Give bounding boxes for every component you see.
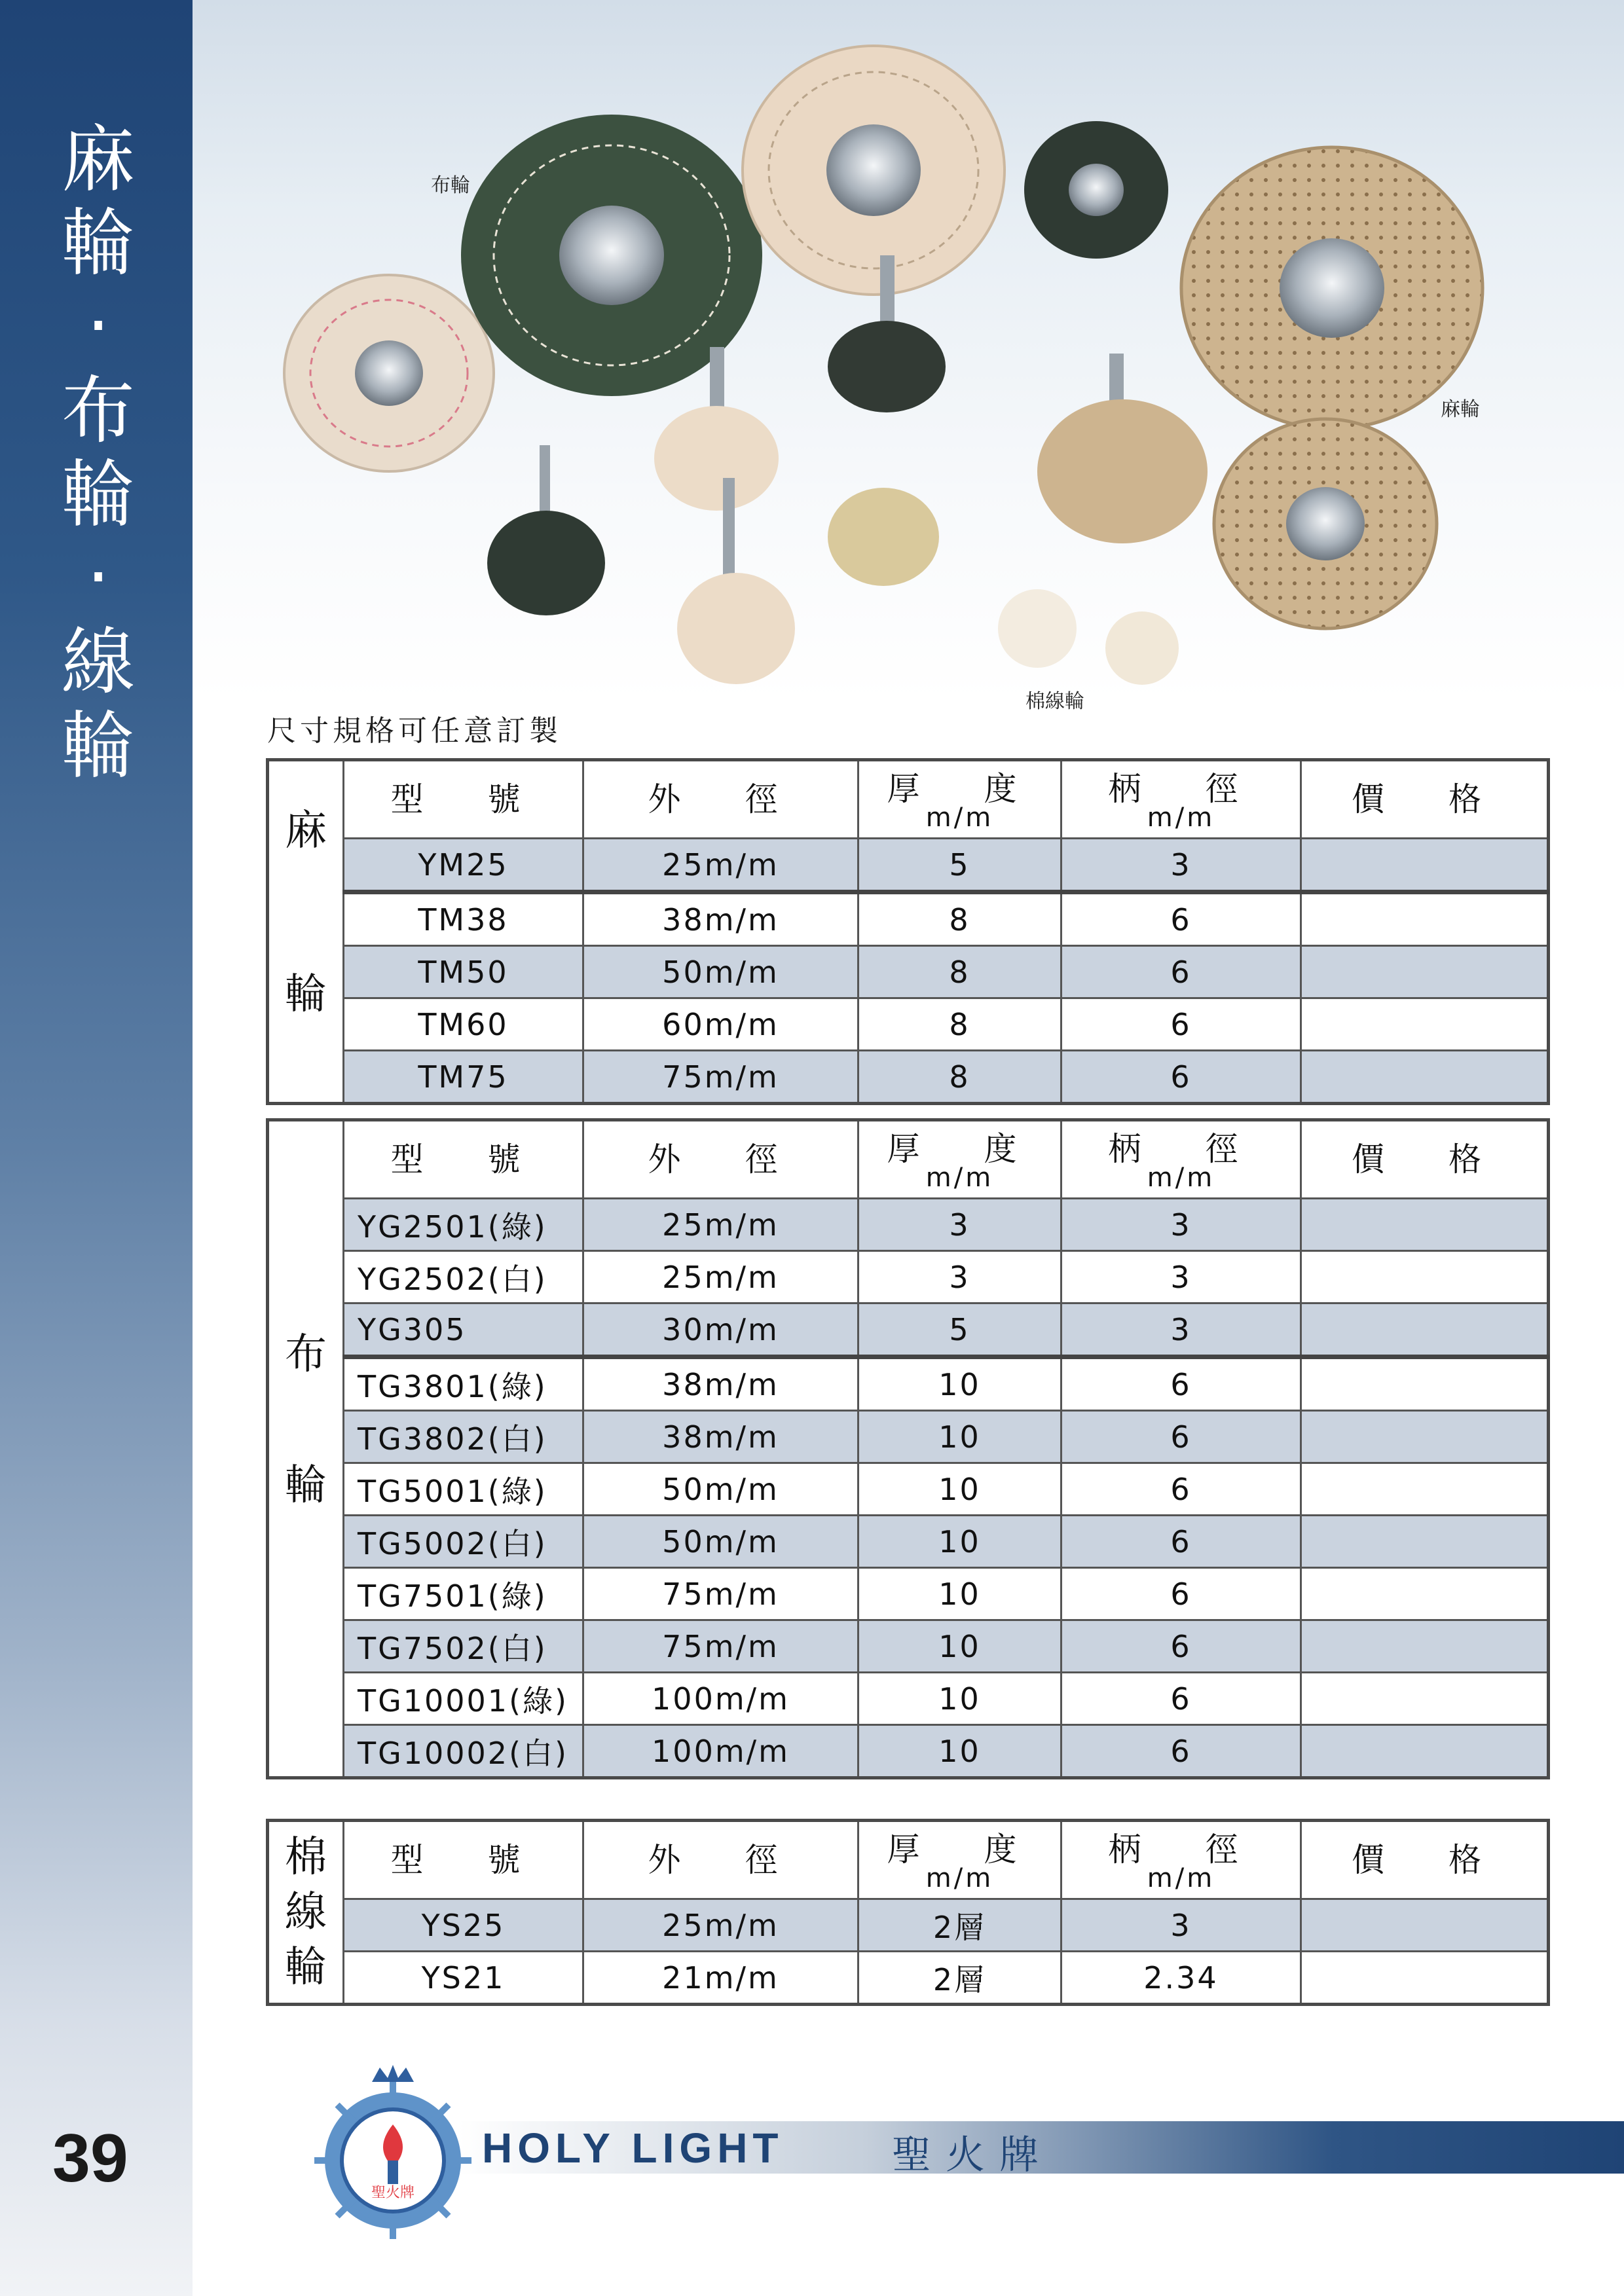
cell-price — [1301, 1516, 1549, 1568]
cell-model: YG2501(綠) — [344, 1199, 583, 1251]
cell-thick: 10 — [858, 1725, 1061, 1778]
cell-thick: 8 — [858, 1051, 1061, 1104]
cell-model: YM25 — [344, 839, 583, 892]
cell-price — [1301, 1357, 1549, 1411]
cell-shank: 2.34 — [1061, 1952, 1301, 2005]
table-row — [268, 1673, 1549, 1725]
cell-shank: 6 — [1061, 998, 1301, 1051]
cell-dia: 25m/m — [583, 839, 858, 892]
header-thickness: 厚 度 m/m — [858, 1821, 1061, 1899]
header-model: 型 號 — [344, 760, 583, 839]
cell-dia: 25m/m — [583, 1899, 858, 1952]
cell-dia: 25m/m — [583, 1251, 858, 1303]
cell-model: TG5001(綠) — [344, 1463, 583, 1516]
cell-shank: 6 — [1061, 1725, 1301, 1778]
cell-shank: 6 — [1061, 1051, 1301, 1104]
table-row — [268, 892, 1549, 946]
cell-model: YS21 — [344, 1952, 583, 2005]
table-row — [268, 1952, 1549, 2005]
table-row — [268, 946, 1549, 998]
table-row — [268, 1199, 1549, 1251]
cell-dia: 25m/m — [583, 1199, 858, 1251]
cell-price — [1301, 839, 1549, 892]
header-shank: 柄 徑 m/m — [1061, 1120, 1301, 1199]
cell-thick: 10 — [858, 1516, 1061, 1568]
cell-price — [1301, 1303, 1549, 1357]
side-title-char: ‧ — [86, 536, 110, 621]
cotton-category-label — [268, 1821, 344, 2005]
table-row — [268, 1303, 1549, 1357]
cell-shank: 6 — [1061, 1463, 1301, 1516]
cell-price — [1301, 1463, 1549, 1516]
product-photo — [193, 0, 1624, 713]
table-header-row — [268, 1120, 1549, 1199]
table-row — [268, 1568, 1549, 1620]
cell-shank: 6 — [1061, 1411, 1301, 1463]
logo-text: 聖火牌 — [371, 2185, 415, 2201]
cell-thick: 5 — [858, 1303, 1061, 1357]
table-header-row — [268, 1821, 1549, 1899]
cell-price — [1301, 1051, 1549, 1104]
cell-shank: 6 — [1061, 1568, 1301, 1620]
cell-dia: 50m/m — [583, 1516, 858, 1568]
cell-shank: 3 — [1061, 1899, 1301, 1952]
cell-dia: 75m/m — [583, 1051, 858, 1104]
cell-model: TM60 — [344, 998, 583, 1051]
category-char: 輪 — [285, 1943, 327, 1992]
cell-model: YG305 — [344, 1303, 583, 1357]
cell-price — [1301, 1725, 1549, 1778]
category-char: 布 — [285, 1330, 327, 1379]
cell-model: TG10001(綠) — [344, 1673, 583, 1725]
cell-thick: 2層 — [858, 1899, 1061, 1952]
cell-thick: 8 — [858, 946, 1061, 998]
cell-shank: 3 — [1061, 1199, 1301, 1251]
cell-shank: 3 — [1061, 1303, 1301, 1357]
cell-shank: 6 — [1061, 1620, 1301, 1673]
cell-dia: 100m/m — [583, 1725, 858, 1778]
category-char: 棉 — [285, 1833, 327, 1882]
brand-name-en: HOLY LIGHT — [482, 2124, 784, 2172]
table-row — [268, 1620, 1549, 1673]
cloth-category-label — [268, 1120, 344, 1778]
cell-model: TG7502(白) — [344, 1620, 583, 1673]
cell-model: TG5002(白) — [344, 1516, 583, 1568]
label-cloth-wheel: 布輪 — [431, 174, 470, 197]
header-price: 價 格 — [1301, 760, 1549, 839]
cell-shank: 6 — [1061, 892, 1301, 946]
header-thickness: 厚 度 m/m — [858, 760, 1061, 839]
cell-shank: 6 — [1061, 1673, 1301, 1725]
header-shank: 柄 徑 m/m — [1061, 760, 1301, 839]
side-title — [39, 118, 157, 788]
cell-thick: 10 — [858, 1463, 1061, 1516]
header-thickness: 厚 度 m/m — [858, 1120, 1061, 1199]
side-title-char: 麻 — [62, 117, 135, 202]
cell-price — [1301, 1199, 1549, 1251]
side-title-char: 線 — [62, 620, 135, 705]
cell-model: TG10002(白) — [344, 1725, 583, 1778]
label-hemp-wheel: 麻輪 — [1441, 398, 1480, 421]
cell-dia: 21m/m — [583, 1952, 858, 2005]
cell-dia: 38m/m — [583, 892, 858, 946]
label-cotton-wheel: 棉線輪 — [1025, 690, 1084, 713]
header-outer-dia: 外 徑 — [583, 1120, 858, 1199]
product-photo-illustration — [193, 0, 1624, 701]
cell-shank: 6 — [1061, 946, 1301, 998]
cell-thick: 8 — [858, 998, 1061, 1051]
cell-dia: 75m/m — [583, 1620, 858, 1673]
cell-price — [1301, 1673, 1549, 1725]
cotton-wheel-table — [266, 1819, 1550, 2006]
cell-dia: 60m/m — [583, 998, 858, 1051]
cell-thick: 8 — [858, 892, 1061, 946]
cell-dia: 38m/m — [583, 1357, 858, 1411]
cell-dia: 50m/m — [583, 946, 858, 998]
header-outer-dia: 外 徑 — [583, 760, 858, 839]
cloth-wheel-table — [266, 1118, 1550, 1779]
cell-model: TG7501(綠) — [344, 1568, 583, 1620]
cell-thick: 3 — [858, 1199, 1061, 1251]
table-row — [268, 1725, 1549, 1778]
cell-price — [1301, 1620, 1549, 1673]
header-model: 型 號 — [344, 1120, 583, 1199]
cell-model: YS25 — [344, 1899, 583, 1952]
cell-dia: 75m/m — [583, 1568, 858, 1620]
header-model: 型 號 — [344, 1821, 583, 1899]
hemp-category-label — [268, 760, 344, 1104]
cell-model: TG3801(綠) — [344, 1357, 583, 1411]
cell-price — [1301, 892, 1549, 946]
cell-shank: 6 — [1061, 1516, 1301, 1568]
side-title-char: ‧ — [86, 285, 110, 370]
table-row — [268, 1463, 1549, 1516]
cell-thick: 10 — [858, 1357, 1061, 1411]
side-title-char: 輪 — [62, 704, 135, 789]
table-row — [268, 1357, 1549, 1411]
cell-thick: 10 — [858, 1568, 1061, 1620]
table-row — [268, 1411, 1549, 1463]
cell-price — [1301, 1952, 1549, 2005]
cell-price — [1301, 946, 1549, 998]
header-price: 價 格 — [1301, 1120, 1549, 1199]
cell-model: TM75 — [344, 1051, 583, 1104]
cell-model: TM50 — [344, 946, 583, 998]
cell-shank: 3 — [1061, 1251, 1301, 1303]
cell-price — [1301, 1899, 1549, 1952]
header-outer-dia: 外 徑 — [583, 1821, 858, 1899]
header-price: 價 格 — [1301, 1821, 1549, 1899]
table-row — [268, 1051, 1549, 1104]
cell-thick: 10 — [858, 1620, 1061, 1673]
cell-model: TG3802(白) — [344, 1411, 583, 1463]
table-row — [268, 1516, 1549, 1568]
header-shank: 柄 徑 m/m — [1061, 1821, 1301, 1899]
table-row — [268, 998, 1549, 1051]
cell-thick: 5 — [858, 839, 1061, 892]
custom-size-note: 尺寸規格可任意訂製 — [267, 714, 562, 748]
cell-thick: 10 — [858, 1411, 1061, 1463]
cell-dia: 100m/m — [583, 1673, 858, 1725]
cell-dia: 30m/m — [583, 1303, 858, 1357]
category-char: 麻 — [285, 807, 327, 855]
cell-shank: 6 — [1061, 1357, 1301, 1411]
cell-dia: 38m/m — [583, 1411, 858, 1463]
cell-price — [1301, 1411, 1549, 1463]
holy-light-logo — [314, 2062, 471, 2232]
category-char: 輪 — [285, 1461, 327, 1510]
cell-thick: 2層 — [858, 1952, 1061, 2005]
cell-price — [1301, 998, 1549, 1051]
cell-model: YG2502(白) — [344, 1251, 583, 1303]
table-row — [268, 839, 1549, 892]
side-title-char: 輪 — [62, 201, 135, 286]
hemp-wheel-table — [266, 758, 1550, 1105]
category-char: 輪 — [285, 970, 327, 1019]
page-number: 39 — [52, 2121, 128, 2196]
table-header-row — [268, 760, 1549, 839]
side-title-char: 輪 — [62, 452, 135, 538]
cell-model: TM38 — [344, 892, 583, 946]
cell-dia: 50m/m — [583, 1463, 858, 1516]
table-row — [268, 1251, 1549, 1303]
cell-price — [1301, 1251, 1549, 1303]
cell-shank: 3 — [1061, 839, 1301, 892]
table-row — [268, 1899, 1549, 1952]
cell-thick: 3 — [858, 1251, 1061, 1303]
brand-name-cn: 聖火牌 — [892, 2132, 1053, 2178]
cell-thick: 10 — [858, 1673, 1061, 1725]
category-char: 線 — [285, 1888, 327, 1937]
side-title-char: 布 — [62, 369, 135, 454]
cell-price — [1301, 1568, 1549, 1620]
